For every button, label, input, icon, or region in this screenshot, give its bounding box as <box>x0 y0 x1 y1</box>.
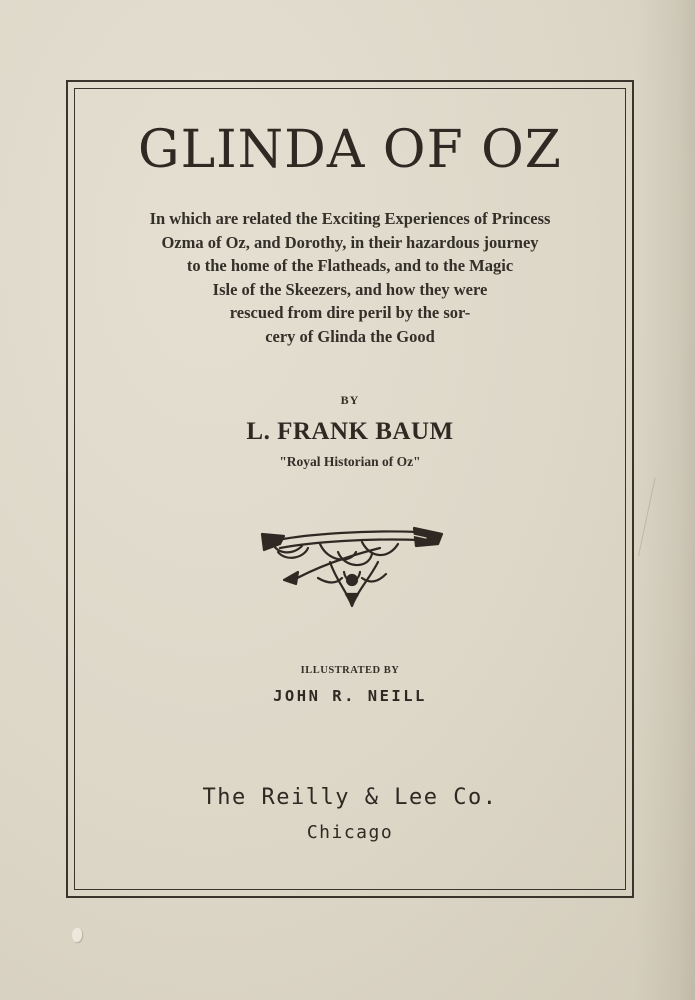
subtitle-line: rescued from dire peril by the sor- <box>229 303 471 322</box>
author-name: L. FRANK BAUM <box>246 418 454 445</box>
subtitle-line: In which are related the Exciting Experiences of Princess <box>149 209 551 228</box>
subtitle-line: Ozma of Oz, and Dorothy, in their hazardous journey <box>161 232 539 252</box>
publisher-city: Chicago <box>306 822 394 843</box>
paper-spot <box>72 928 82 942</box>
book-title: GLINDA OF OZ <box>138 120 562 180</box>
illustrated-by-label: ILLUSTRATED BY <box>300 665 400 676</box>
arrow-scroll-ornament-icon <box>258 522 446 610</box>
byline: BY <box>340 393 360 407</box>
illustrator-name: JOHN R. NEILL <box>273 687 427 705</box>
subtitle-line: Isle of the Skeezers, and how they were <box>212 279 488 299</box>
publisher-name: The Reilly & Lee Co. <box>202 785 498 810</box>
book-subtitle <box>100 207 600 348</box>
subtitle-line: cery of Glinda the Good <box>265 326 435 346</box>
author-title: "Royal Historian of Oz" <box>279 454 421 469</box>
subtitle-line: to the home of the Flatheads, and to the Magic <box>186 256 514 275</box>
